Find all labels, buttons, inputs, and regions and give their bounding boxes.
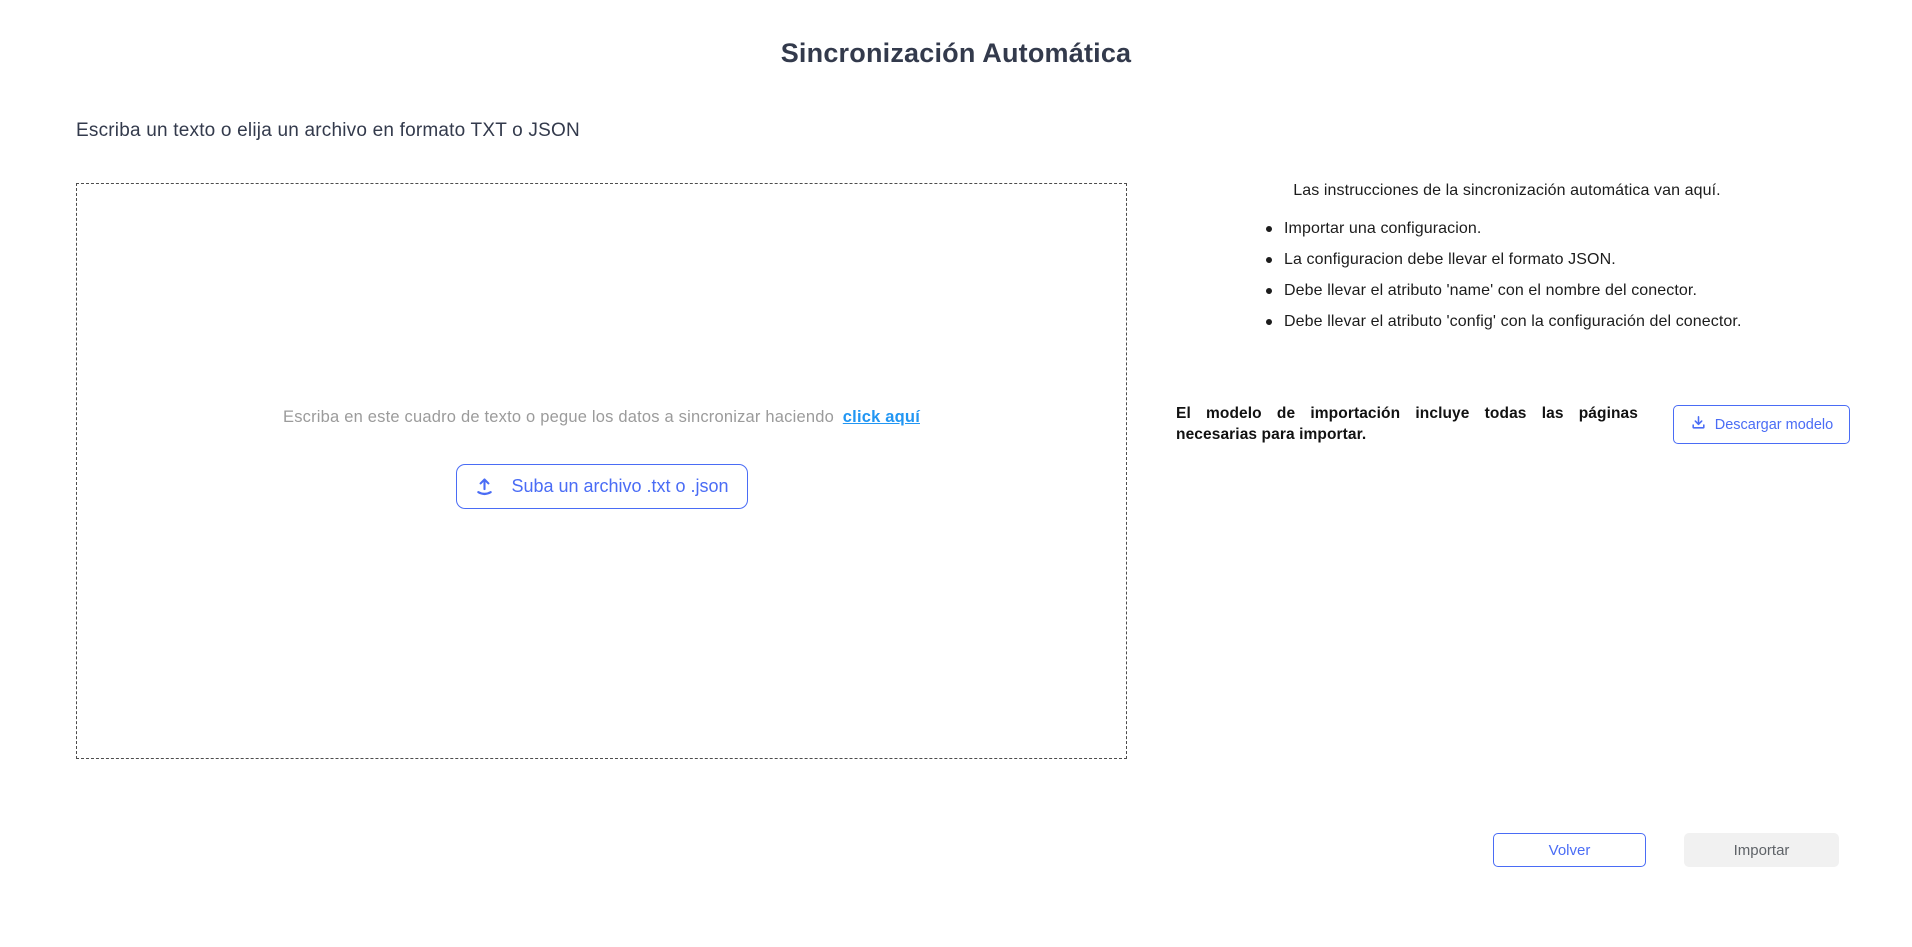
instruction-item: Debe llevar el atributo 'config' con la configuración del conector.	[1266, 313, 1762, 331]
import-button[interactable]: Importar	[1684, 833, 1839, 867]
download-icon	[1690, 414, 1707, 435]
upload-button-label: Suba un archivo .txt o .json	[511, 476, 729, 496]
sync-data-dropzone[interactable]	[76, 183, 1127, 759]
upload-icon	[474, 476, 495, 497]
model-description: El modelo de importación incluye todas las páginas necesarias para importar.	[1176, 405, 1638, 443]
instruction-item: La configuracion debe llevar el formato JSON.	[1266, 251, 1762, 269]
dropzone-instruction-subtitle: Escriba un texto o elija un archivo en formato TXT o JSON	[76, 120, 580, 141]
download-model-button[interactable]	[1673, 405, 1850, 444]
instruction-item: Debe llevar el atributo 'name' con el nombre del conector.	[1266, 282, 1762, 300]
instructions-title: Las instrucciones de la sincronización automática van aquí.	[1293, 182, 1721, 199]
instruction-item: Importar una configuracion.	[1266, 220, 1762, 238]
download-button-label: Descargar modelo	[1714, 416, 1834, 433]
dropzone-hint	[77, 408, 1126, 427]
instructions-panel	[1252, 182, 1762, 344]
click-here-link[interactable]: click aquí	[842, 408, 920, 426]
dropzone-hint-text: Escriba en este cuadro de texto o pegue los datos a sincronizar haciendo	[283, 408, 834, 426]
page-title: Sincronización Automática	[780, 38, 1132, 68]
back-button[interactable]: Volver	[1493, 833, 1646, 867]
upload-file-button[interactable]	[456, 464, 748, 509]
instructions-list	[1266, 220, 1762, 331]
